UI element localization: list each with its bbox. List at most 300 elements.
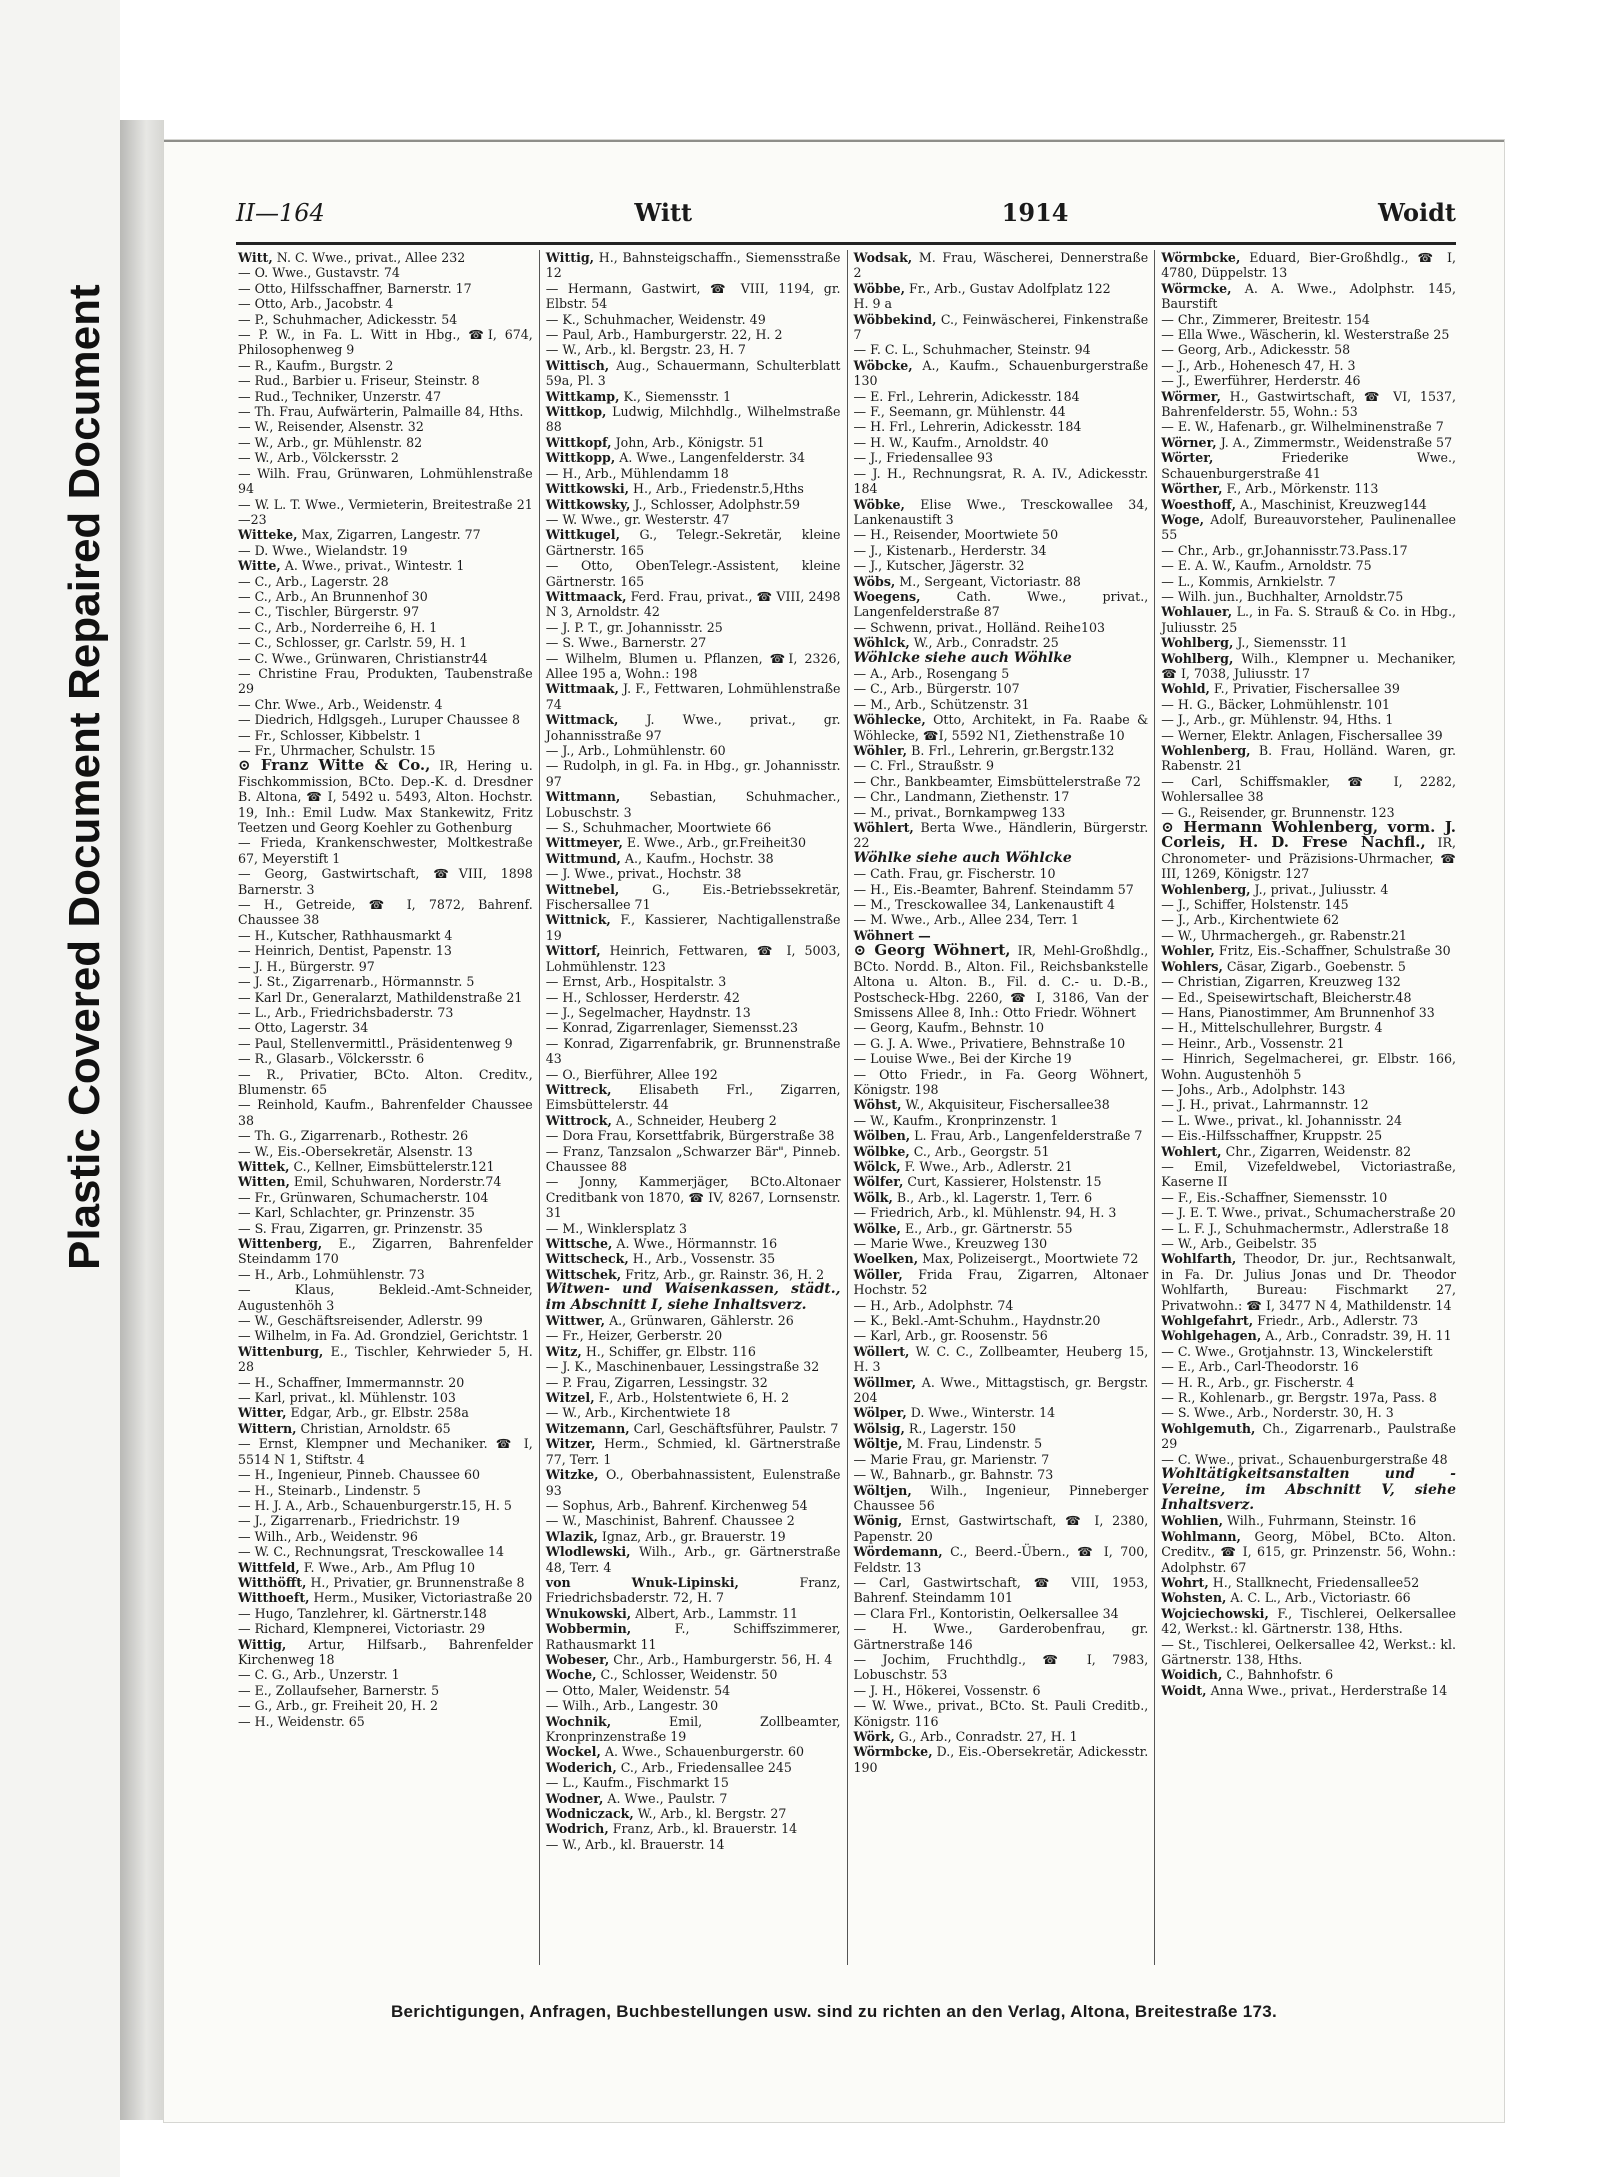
entry-text: — H., Weidenstr. 65 (238, 1713, 365, 1729)
directory-entry (546, 1375, 841, 1390)
directory-entry (854, 1128, 1149, 1143)
entry-name: Wittek, (238, 1158, 290, 1174)
entry-text: Herm., Musiker, Victoriastraße 20 (309, 1590, 533, 1606)
entry-text: — H. J. A., Arb., Schauenburgerstr.15, H. 5 (238, 1497, 512, 1513)
entry-text: C., Arb., Friedensallee 245 (616, 1759, 792, 1775)
entry-text: — H. G., Bäcker, Lohmühlenstr. 101 (1161, 696, 1391, 712)
entry-text: E., Tischler, Kehrwieder 5, H. 28 (238, 1343, 533, 1375)
directory-entry (1161, 1097, 1456, 1112)
entry-text: — H., Schaffner, Immermannstr. 20 (238, 1374, 465, 1390)
directory-entry (854, 866, 1149, 881)
entry-text: — W., Arb., gr. Mühlenstr. 82 (238, 434, 423, 450)
entry-text: Wöhlke siehe auch Wöhlcke (853, 849, 1072, 866)
entry-text: — Richard, Klempnerei, Victoriastr. 29 (238, 1621, 486, 1637)
directory-entry (238, 1390, 533, 1405)
entry-text: Otto, Architekt, in Fa. Raabe & Wöhlecke, ☎I, 5592 N1, Ziethenstraße 10 (853, 712, 1149, 743)
entry-text: Heinrich, Fettwaren, ☎ I, 5003, Lohmühlenstr. 123 (545, 943, 841, 974)
entry-text: — Marie Wwe., Kreuzweg 130 (853, 1236, 1048, 1251)
directory-entry (546, 1005, 841, 1020)
entry-name: Wörter, (1161, 450, 1214, 466)
directory-entry (854, 404, 1149, 419)
entry-text: — H., Arb., Lohmühlenstr. 73 (238, 1266, 425, 1282)
entry-text: — J., Arb., Kirchentwiete 62 (1161, 912, 1340, 928)
entry-text: — C. Wwe., Grünwaren, Christianstr44 (238, 650, 488, 666)
entry-name: Wöltje, (853, 1436, 903, 1452)
entry-text: G., Arb., Conradstr. 27, H. 1 (894, 1729, 1078, 1744)
directory-entry (854, 296, 1149, 311)
entry-text: H., Arb., Vossenstr. 35 (628, 1251, 776, 1267)
entry-name: Wörmer, (1161, 388, 1221, 404)
entry-name: Wöllmer, (853, 1374, 917, 1390)
entry-text: R., Lagerstr. 150 (904, 1420, 1016, 1436)
entry-text: Aug., Schauermann, Schulterblatt 59a, Pl. 3 (545, 357, 841, 389)
entry-text: G., Eis.-Betriebssekretär, Fischersallee 71 (545, 881, 841, 913)
entry-text: Wilh., Fuhrmann, Steinstr. 16 (1223, 1513, 1417, 1529)
directory-entry (546, 1082, 841, 1113)
directory-entry (546, 1036, 841, 1067)
directory-entry (238, 974, 533, 989)
entry-text: F. Wwe., Arb., Adlerstr. 21 (900, 1158, 1073, 1174)
directory-entry (546, 974, 841, 989)
entry-text: — D. Wwe., Wielandstr. 19 (238, 542, 408, 558)
entry-text: — Heinrich, Dentist, Papenstr. 13 (238, 943, 452, 959)
directory-entry (854, 389, 1149, 404)
entry-text: — G. J. A. Wwe., Privatiere, Behnstraße 10 (853, 1035, 1126, 1051)
directory-entry (546, 1236, 841, 1251)
entry-text: C., Beerd.-Übern., ☎ I, 700, Feldstr. 13 (853, 1544, 1149, 1575)
directory-entry (1161, 604, 1456, 635)
entry-text: Elisabeth Frl., Zigarren, Eimsbüttelerstr. 44 (545, 1081, 841, 1113)
entry-name: Wohler, (1161, 943, 1215, 959)
entry-text: — J., Kutscher, Jägerstr. 32 (853, 558, 1025, 574)
directory-entry (1161, 1236, 1456, 1251)
directory-entry (238, 589, 533, 604)
entry-name: Wöller, (853, 1266, 903, 1282)
directory-entry (546, 1359, 841, 1374)
entry-text: Cäsar, Zigarb., Goebenstr. 5 (1222, 958, 1406, 974)
entry-name: Wochnik, (545, 1713, 612, 1729)
entry-name: Wölbke, (853, 1143, 910, 1159)
directory-entry (1161, 558, 1456, 573)
entry-text: Elise Wwe., Tresckowallee 34, Lankenaustift 3 (853, 496, 1149, 527)
entry-text: — W., Eis.-Obersekretär, Alsenstr. 13 (238, 1143, 473, 1159)
directory-entry (1161, 450, 1456, 481)
entry-text: — K., Schuhmacher, Weidenstr. 49 (545, 311, 766, 327)
entry-text: — C., Arb., An Brunnenhof 30 (238, 588, 428, 604)
directory-entry (854, 1575, 1149, 1606)
entry-text: Emil, Schuhwaren, Norderstr.74 (289, 1174, 502, 1190)
entry-name: Wittig, (238, 1636, 287, 1652)
entry-text: W., Arb., Conradstr. 25 (909, 635, 1059, 651)
entry-text: — Hinrich, Segelmacherei, gr. Elbstr. 166, Wohn. Augustenhöh 5 (1161, 1051, 1456, 1082)
directory-entry (1161, 959, 1456, 974)
entry-text: A. Wwe., Paulstr. 7 (603, 1790, 728, 1806)
entry-text: — Chr., Zimmerer, Breitestr. 154 (1161, 311, 1370, 327)
side-label-repaired: Repaired Document (60, 284, 109, 700)
entry-text: — Rud., Techniker, Unzerstr. 47 (238, 388, 442, 404)
entry-text: — Georg, Kaufm., Behnstr. 10 (853, 1020, 1045, 1036)
directory-entry (546, 681, 841, 712)
entry-text: — H. Wwe., Garderobenfrau, gr. Gärtnerstraße 146 (853, 1621, 1149, 1652)
directory-entry (854, 1236, 1149, 1251)
entry-text: C., Feinwäscherei, Finkenstraße 7 (853, 311, 1149, 343)
entry-text: Curt, Kassierer, Holstenstr. 15 (903, 1174, 1102, 1190)
entry-text: A., Arb., Conradstr. 39, H. 11 (1261, 1328, 1452, 1344)
directory-entry (1161, 697, 1456, 712)
entry-text: H., Arb., Friedenstr.5,Hths (629, 481, 804, 497)
entry-text: — Otto, ObenTelegr.-Assistent, kleine Gärtnerstr. 165 (545, 558, 841, 589)
directory-entry (546, 1421, 841, 1436)
entry-text: H., Gastwirtschaft, ☎ VI, 1537, Bahrenfelderstr. 55, Wohn.: 53 (1161, 388, 1456, 420)
entry-name: Wittkamp, (545, 388, 620, 404)
directory-entry (546, 1744, 841, 1759)
entry-name: Wittorf, (545, 943, 601, 959)
entry-name: Wittern, (238, 1420, 297, 1436)
entry-text: Max, Polizeisergt., Moortwiete 72 (918, 1251, 1139, 1267)
entry-text: — W. L. T. Wwe., Vermieterin, Breitestraße 21—23 (238, 496, 533, 527)
entry-text: — R., Privatier, BCto. Alton. Creditv., Blumenstr. 65 (238, 1066, 533, 1097)
entry-text: M. Frau, Lindenstr. 5 (902, 1436, 1043, 1452)
entry-name: Wohlgefahrt, (1161, 1313, 1254, 1329)
entry-text: — J., Arb., Hohenesch 47, H. 3 (1161, 357, 1356, 373)
entry-text: J. Wwe., privat., gr. Johannisstraße 97 (545, 712, 841, 743)
directory-entry (1161, 435, 1456, 450)
entry-name: Wöhler, (853, 743, 908, 758)
directory-entry (854, 1729, 1149, 1744)
directory-entry (854, 789, 1149, 804)
entry-name: Wönig, (853, 1513, 903, 1529)
directory-entry (546, 1544, 841, 1575)
entry-name: Wörmbcke, (853, 1744, 933, 1760)
directory-entry (1161, 1667, 1456, 1682)
directory-entry (854, 574, 1149, 589)
directory-entry (1161, 1036, 1456, 1051)
entry-text: — H. R., Arb., gr. Fischerstr. 4 (1161, 1374, 1355, 1390)
directory-entry (238, 1036, 533, 1051)
entry-text: — P. Frau, Zigarren, Lessingstr. 32 (545, 1374, 768, 1390)
directory-entry (546, 1760, 841, 1775)
directory-entry (1161, 943, 1456, 958)
directory-entry (1161, 928, 1456, 943)
entry-name: Wölk, (853, 1189, 893, 1205)
directory-entry (854, 1513, 1149, 1544)
directory-entry (1161, 327, 1456, 342)
entry-text: — P. W., in Fa. L. Witt in Hbg., ☎I, 674, Philosophenweg 9 (238, 327, 533, 358)
entry-text: — O. Wwe., Gustavstr. 74 (238, 265, 400, 281)
directory-entry (238, 389, 533, 404)
entry-name: Wohlers, (1161, 958, 1223, 974)
entry-text: C., Kellner, Eimsbüttelerstr.121 (289, 1158, 495, 1174)
directory-entry (238, 990, 533, 1005)
directory-entry (1161, 728, 1456, 743)
entry-name: Wodrich, (545, 1821, 609, 1837)
entry-name: Wittwer, (545, 1313, 606, 1329)
entry-text: — F. C. L., Schuhmacher, Steinstr. 94 (853, 342, 1091, 358)
entry-text: B. Frau, Holländ. Waren, gr. Rabenstr. 21 (1161, 743, 1456, 774)
directory-entry (1161, 250, 1456, 281)
entry-name: Witteke, (238, 527, 298, 543)
header-left-word: Witt (634, 198, 693, 227)
entry-name: Wöbcke, (853, 357, 913, 373)
directory-entry (238, 1205, 533, 1220)
entry-text: F., Arb., Holstentwiete 6, H. 2 (594, 1390, 790, 1406)
entry-name: Wittkowsky, (545, 496, 631, 512)
entry-text: Anna Wwe., privat., Herderstraße 14 (1206, 1682, 1448, 1698)
directory-entry (854, 1621, 1149, 1652)
entry-name: Wojciechowski, (1161, 1605, 1269, 1621)
entry-name: Witzel, (545, 1390, 595, 1406)
directory-entry (546, 912, 841, 943)
directory-entry (238, 558, 533, 573)
entry-text: Emil, Zollbeamter, Kronprinzenstraße 19 (545, 1713, 841, 1744)
entry-text: A., Kaufm., Schauenburgerstraße 130 (853, 357, 1149, 389)
directory-entry (854, 758, 1149, 773)
entry-name: Wohlfarth, (1161, 1251, 1237, 1267)
entry-text: — Fr., Grünwaren, Schumacherstr. 104 (238, 1189, 489, 1205)
directory-entry (854, 1683, 1149, 1698)
directory-entry (854, 1436, 1149, 1451)
entry-text: — Chr., Landmann, Ziethenstr. 17 (853, 789, 1070, 805)
entry-name: Wördemann, (853, 1544, 943, 1560)
directory-entry (546, 712, 841, 743)
directory-entry (546, 389, 841, 404)
entry-text: — G., Arb., gr. Freiheit 20, H. 2 (238, 1698, 439, 1714)
directory-entry (854, 312, 1149, 343)
directory-entry (546, 558, 841, 589)
entry-text: — O., Bierführer, Allee 192 (545, 1066, 718, 1082)
entry-name: Wölck, (853, 1158, 901, 1174)
entry-text: — M., privat., Bornkampweg 133 (853, 804, 1066, 820)
entry-text: H., Schiffer, gr. Elbstr. 116 (581, 1343, 756, 1359)
entry-text: — G., Reisender, gr. Brunnenstr. 123 (1161, 804, 1395, 820)
entry-text: F. Wwe., Arb., Am Pflug 10 (299, 1559, 476, 1575)
entry-text: — Paul, Arb., Hamburgerstr. 22, H. 2 (545, 327, 783, 343)
entry-name: Wittkowski, (545, 481, 630, 497)
directory-entry (238, 312, 533, 327)
entry-text: M., Sergeant, Victoriastr. 88 (895, 573, 1081, 589)
entry-text: — H. Frl., Lehrerin, Adickesstr. 184 (853, 419, 1082, 435)
section-heading (1161, 1467, 1456, 1513)
entry-text: L., in Fa. S. Strauß & Co. in Hbg., Juliusstr. 25 (1161, 604, 1456, 635)
entry-text: W. C. C., Zollbeamter, Heuberg 15, H. 3 (853, 1343, 1149, 1375)
directory-entry (238, 1483, 533, 1498)
entry-name: Wöhnert — (853, 927, 931, 943)
directory-entry (854, 1744, 1149, 1775)
entry-name: Wobbermin, (545, 1621, 632, 1637)
directory-entry (854, 820, 1149, 851)
entry-text: — Wilhelm, in Fa. Ad. Grondziel, Gerichtstr. 1 (238, 1328, 530, 1344)
entry-name: Wohlenberg, (1161, 881, 1251, 897)
directory-entry (238, 1513, 533, 1528)
entry-text: A. Wwe., privat., Wintestr. 1 (280, 558, 465, 574)
entry-text: Wilh., Klempner u. Mechaniker, ☎ I, 7038, Juliusstr. 17 (1161, 650, 1456, 681)
entry-text: — J. H., Hökerei, Vossenstr. 6 (853, 1682, 1041, 1698)
directory-entry (546, 990, 841, 1005)
directory-entry (854, 912, 1149, 927)
entry-text: — C., Arb., Norderreihe 6, H. 1 (238, 619, 438, 635)
entry-text: — H., Reisender, Moortwiete 50 (853, 527, 1059, 543)
entry-text: — F., Eis.-Schaffner, Siemensstr. 10 (1161, 1189, 1388, 1205)
directory-entry (238, 1144, 533, 1159)
entry-text: — H., Arb., Mühlendamm 18 (545, 465, 729, 481)
directory-entry (1161, 1251, 1456, 1313)
directory-entry (854, 1452, 1149, 1467)
entry-text: H., Bahnsteigschaffn., Siemensstraße 12 (545, 250, 841, 281)
entry-text: Georg, Möbel, BCto. Alton. Creditv., ☎ I, 615, gr. Prinzenstr. 56, Wohn.: Adolphstr. 67 (1161, 1528, 1456, 1575)
entry-text: — P., Schuhmacher, Adickesstr. 54 (238, 311, 458, 327)
entry-text: — Dora Frau, Korsettfabrik, Bürgerstraße 38 (545, 1128, 835, 1144)
directory-entry (1161, 912, 1456, 927)
directory-entry (854, 635, 1149, 650)
directory-entry (238, 373, 533, 388)
entry-text: — Jochim, Fruchthdlg., ☎ I, 7983, Lobuschstr. 53 (853, 1651, 1149, 1683)
entry-name: Wöhlecke, (853, 712, 926, 728)
directory-entry (854, 882, 1149, 897)
directory-entry (238, 1005, 533, 1020)
column-4 (1154, 250, 1462, 1965)
directory-entry (546, 497, 841, 512)
directory-entry (854, 497, 1149, 528)
entry-text: Friedr., Arb., Adlerstr. 73 (1253, 1313, 1419, 1329)
entry-text: — C., Arb., Bürgerstr. 107 (853, 681, 1020, 697)
entry-text: — Ed., Speisewirtschaft, Bleicherstr.48 (1161, 989, 1412, 1005)
entry-text: — W., Reisender, Alsenstr. 32 (238, 419, 424, 435)
entry-text: A., Maschinist, Kreuzweg144 (1235, 496, 1427, 512)
entry-text: — Fr., Schlosser, Kibbelstr. 1 (238, 727, 422, 743)
entry-name: Wörther, (1161, 481, 1223, 497)
entry-text: A., Schneider, Heuberg 2 (611, 1112, 777, 1128)
entry-text: Christian, Arnoldstr. 65 (296, 1420, 451, 1436)
entry-text: Ch., Zigarrenarb., Paulstraße 29 (1161, 1420, 1456, 1452)
directory-entry (854, 1375, 1149, 1406)
entry-text: — Heinr., Arb., Vossenstr. 21 (1161, 1035, 1345, 1051)
entry-text: A., Grünwaren, Gählerstr. 26 (605, 1313, 794, 1329)
directory-entry (546, 758, 841, 789)
directory-entry (546, 1144, 841, 1175)
directory-entry (1161, 774, 1456, 805)
entry-text: — L. Wwe., privat., kl. Johannisstr. 24 (1161, 1112, 1403, 1128)
directory-entry (854, 1652, 1149, 1683)
directory-entry (854, 805, 1149, 820)
entry-text: — C., Schlosser, gr. Carlstr. 59, H. 1 (238, 635, 468, 651)
directory-entry (854, 1144, 1149, 1159)
entry-text: — C., Arb., Lagerstr. 28 (238, 573, 389, 589)
entry-text: — Th. Frau, Aufwärterin, Palmaille 84, Hths. (238, 404, 524, 420)
directory-entry (238, 866, 533, 897)
entry-text: IR, Mehl-Großhdlg., BCto. Nordd. B., Alton. Fil., Reichsbankstelle Altona u. Alton. B., Fil. d. C.- u. D.-B., Postscheck-Hbg. 2260, ☎ I, 3186, Van der Smissens Allee 8, Inh.: Otto Friedr. Wöhnert (853, 943, 1149, 1020)
directory-entry (854, 712, 1149, 743)
directory-entry (546, 789, 841, 820)
directory-entry (1161, 1328, 1456, 1343)
entry-text: — Christian, Zigarren, Kreuzweg 132 (1161, 974, 1401, 990)
entry-name: von Wnuk-Lipinski, (545, 1574, 739, 1590)
directory-entry (854, 1698, 1149, 1729)
entry-name: Wittenberg, (238, 1236, 323, 1251)
entry-name: Wohlgehagen, (1161, 1328, 1262, 1344)
directory-entry (238, 1159, 533, 1174)
directory-entry (854, 1421, 1149, 1436)
entry-text: B., Arb., kl. Lagerstr. 1, Terr. 6 (892, 1189, 1093, 1205)
entry-text: — Karl Dr., Generalarzt, Mathildenstraße 21 (238, 989, 523, 1005)
directory-entry (1161, 1606, 1456, 1637)
entry-text: — L., Kommis, Arnkielstr. 7 (1161, 573, 1336, 589)
column-3 (847, 250, 1155, 1965)
entry-name: Woge, (1161, 511, 1204, 527)
entry-text: — J. St., Zigarrenarb., Hörmannstr. 5 (238, 974, 475, 990)
entry-text: — Carl, Schiffsmakler, ☎ I, 2282, Wohlersallee 38 (1161, 773, 1456, 805)
entry-text: — J. H., privat., Lahrmannstr. 12 (1161, 1097, 1369, 1113)
entry-text: Wohltätigkeitsanstalten und -Vereine, im Abschnitt V, siehe Inhaltsverz. (1161, 1466, 1456, 1513)
directory-entry (1161, 651, 1456, 682)
entry-text: — M. Wwe., Arb., Allee 234, Terr. 1 (853, 912, 1080, 928)
directory-entry (238, 574, 533, 589)
entry-text: — Diedrich, Hdlgsgeh., Luruper Chaussee 8 (238, 712, 521, 728)
entry-name: Wölben, (853, 1128, 911, 1144)
entry-text: — Carl, Gastwirtschaft, ☎ VIII, 1953, Bahrenf. Steindamm 101 (853, 1574, 1149, 1606)
directory-entry (1161, 1359, 1456, 1374)
directory-entry (1161, 990, 1456, 1005)
directory-entry (854, 281, 1149, 296)
directory-entry (238, 1375, 533, 1390)
directory-entry (1161, 1575, 1456, 1590)
entry-name: Wöbke, (853, 496, 905, 512)
firm-entry (1161, 820, 1456, 882)
header-year: 1914 (1001, 198, 1069, 227)
entry-name: Wohlien, (1161, 1513, 1224, 1529)
entry-text: — Fr., Heizer, Gerberstr. 20 (545, 1328, 723, 1344)
entry-text: — J., Arb., Lohmühlenstr. 60 (545, 743, 726, 758)
directory-entry (546, 450, 841, 465)
entry-text: — Wilhelm, Blumen u. Pflanzen, ☎I, 2326, Allee 195 a, Wohn.: 198 (545, 650, 841, 681)
entry-name: Witten, (238, 1174, 290, 1190)
entry-text: F., Privatier, Fischersallee 39 (1209, 681, 1400, 697)
directory-entry (1161, 1020, 1456, 1035)
entry-name: Witzemann, (545, 1420, 630, 1436)
entry-text: — J., Schiffer, Holstenstr. 145 (1161, 897, 1349, 913)
entry-text: Chr., Arb., Hamburgerstr. 56, H. 4 (609, 1651, 833, 1667)
directory-entry (1161, 1005, 1456, 1020)
directory-entry (546, 358, 841, 389)
entry-name: Woidt, (1161, 1682, 1207, 1698)
directory-entry (238, 1267, 533, 1282)
entry-text: Franz, Friedrichsbaderstr. 72, H. 7 (545, 1574, 841, 1606)
entry-text: — Jonny, Kammerjäger, BCto.Altonaer Creditbank von 1870, ☎ IV, 8267, Lornsenstr. 31 (545, 1174, 841, 1221)
entry-name: Wittkop, (545, 404, 607, 420)
directory-entry (854, 1467, 1149, 1482)
entry-text: Witwen- und Waisenkassen, städt., im Abschnitt I, siehe Inhaltsverz. (545, 1281, 841, 1313)
entry-name: Wöhlck, (853, 635, 910, 651)
directory-entry (1161, 1144, 1456, 1159)
directory-entry (238, 928, 533, 943)
entry-text: — Karl, privat., kl. Mühlenstr. 103 (238, 1390, 456, 1406)
entry-text: — R., Kaufm., Burgstr. 2 (238, 357, 394, 373)
entry-name: Wnukowski, (545, 1605, 632, 1621)
entry-text: — L., Kaufm., Fischmarkt 15 (545, 1775, 729, 1791)
directory-entry (854, 419, 1149, 434)
entry-name: Wöltjen, (853, 1482, 912, 1498)
entry-text: Theodor, Dr. jur., Rechtsanwalt, in Fa. Dr. Julius Jonas und Dr. Theodor Wohlfarth, Bureau: Fischmarkt 27, Privatwohn.: ☎ I, 3477 N 4, Mathildenstr. 14 (1161, 1251, 1456, 1313)
directory-entry (1161, 389, 1456, 420)
entry-name: Wittmaak, (545, 681, 619, 697)
directory-entry (1161, 1452, 1456, 1467)
directory-entry (238, 1067, 533, 1098)
entry-text: E., Zigarren, Bahrenfelder Steindamm 170 (238, 1236, 533, 1267)
entry-text: L. Frau, Arb., Langenfelderstraße 7 (910, 1128, 1143, 1144)
directory-entry (1161, 589, 1456, 604)
directory-entry (546, 1020, 841, 1035)
entry-text: Adolf, Bureauvorsteher, Paulinenallee 55 (1161, 511, 1456, 543)
directory-entry (238, 604, 533, 619)
